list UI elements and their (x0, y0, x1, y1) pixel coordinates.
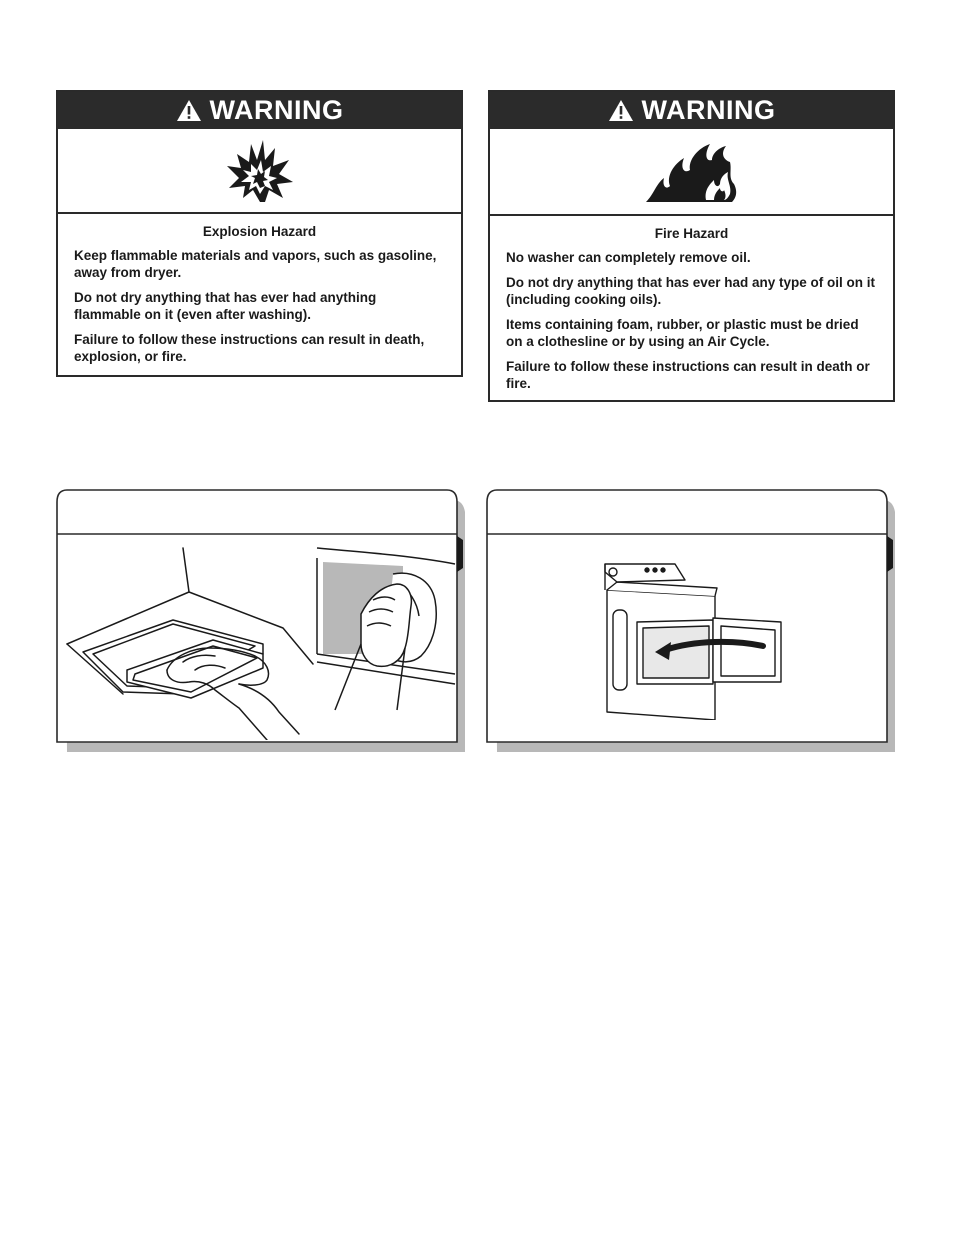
warning-paragraph: Keep flammable materials and vapors, such as gasoline, away from dryer. (74, 248, 437, 280)
hazard-icon-area (490, 129, 893, 216)
warning-paragraph: Failure to follow these instructions can result in death or fire. (506, 359, 870, 391)
warning-paragraph: Do not dry anything that has ever had any type of oil on it (including cooking oils). (506, 275, 876, 307)
illustration-panel-lint-screen (55, 488, 465, 753)
warning-header (490, 92, 893, 129)
warning-paragraph: No washer can completely remove oil. (506, 250, 751, 265)
hazard-icon-area (58, 129, 461, 214)
warning-header (58, 92, 461, 129)
warning-paragraph: Do not dry anything that has ever had anything flammable on it (even after washing). (74, 290, 377, 322)
fire-icon (644, 140, 740, 204)
illustration-panel-dryer-door (485, 488, 895, 753)
warning-heading: WARNING (209, 95, 344, 125)
warning-body (490, 216, 893, 392)
lint-screen-cleaning-illustration (63, 544, 457, 740)
warning-paragraph: Items containing foam, rubber, or plastic must be dried on a clothesline or by using an Air Cycle. (506, 317, 859, 349)
warning-box-explosion (56, 90, 463, 377)
hazard-title: Fire Hazard (654, 226, 729, 241)
hazard-title: Explosion Hazard (202, 224, 317, 239)
warning-paragraph: Failure to follow these instructions can result in death, explosion, or fire. (74, 332, 425, 364)
warning-triangle-icon (176, 99, 202, 122)
warning-triangle-icon (608, 99, 634, 122)
warning-heading: WARNING (641, 95, 776, 125)
warning-box-fire (488, 90, 895, 402)
dryer-door-open-illustration (595, 560, 795, 720)
explosion-icon (225, 138, 295, 204)
warning-body (58, 214, 461, 365)
